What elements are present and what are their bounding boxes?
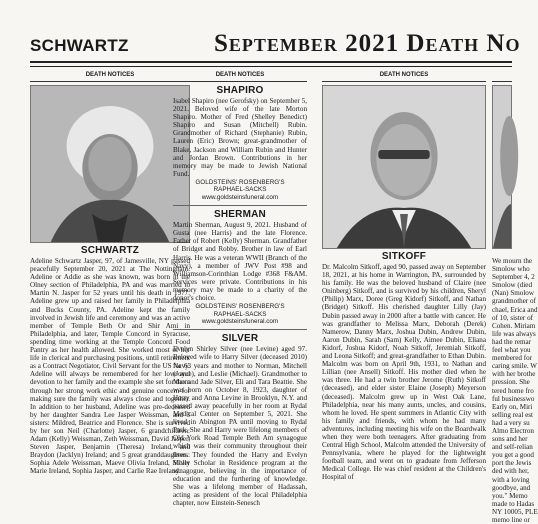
funeral-home-signature: [173, 303, 307, 325]
portrait-image: [31, 86, 189, 242]
text-line: tered home fro: [492, 386, 534, 395]
section-head: DEATH NOTICES: [30, 70, 190, 82]
text-line: you get a good: [492, 451, 534, 460]
funeral-home-name: RAPHAEL-SACKS: [213, 186, 267, 194]
text-line: feel what you: [492, 346, 531, 355]
text-line: made to Hadas: [492, 499, 535, 508]
text-line: with a loving: [492, 475, 530, 484]
text-line: ful businesswo: [492, 394, 535, 403]
text-line: ded with her,: [492, 467, 529, 476]
section-head: DEATH NOTICES: [173, 70, 307, 82]
text-line: and self-relian: [492, 443, 533, 452]
text-line: NY 10005, PLE: [492, 507, 538, 516]
funeral-home-name: RAPHAEL-SACKS: [213, 310, 267, 318]
obituary-body: Isabel Shapiro (nee Gerofsky) on September 5, 2021. Beloved wife of the late Morton Shapiro. Mother of Fred (Shelley Benedict) Shapiro and Susan (Mitchell) Rubin. Grandmother of Richard (Stephanie) Rubin, Lauren (Eric) Brown; great-grandmother of Blake, Jackson and William Rubin and Hunter and Jordan Brown. Contributions in her memory may be made to Jewish National Fund.: [173, 97, 307, 178]
text-line: grandmother of: [492, 297, 536, 306]
text-line: life was always: [492, 329, 536, 338]
header-rule-thick: [30, 61, 512, 63]
funeral-home-signature: [173, 179, 307, 201]
text-line: Smolow (died: [492, 281, 532, 290]
obituary-body: Martin Sherman, August 9, 2021. Husband of Gusta (nee Harris) and the late Florence. Father of Robert (Kelly) Sherman. Grandfather of Bridget and Robby. Brother in law of Earl Harris. He was a veteran WWII (Branch of the Navy), a member of JWV Post #98 and Williamson-Corinthian Lodge #368 F&AM. Services were private. Contributions in his memory may be made to a charity of the donor's choice.: [173, 221, 307, 302]
text-line: Almo Electron: [492, 426, 534, 435]
portrait-image: [323, 86, 485, 248]
text-line: of 10, sister of: [492, 313, 533, 322]
text-line: pression. She: [492, 378, 530, 387]
funeral-home-website: www.goldsteinsfuneral.com: [201, 193, 279, 201]
obituary-body-partial: [492, 257, 538, 524]
obituary-body: Adeline Schwartz Jasper, 97, of Jamesville, NY passed peacefully September 20, 2021 at The Nottingham. Adeline or Addie as she was known, was born in the Olney section of Philadelphia, PA and was married to Martin N. Jasper for 52 years until his death in 1977. Adeline grew up and raised her family in Philadelphia and Bucks County, PA. Adeline kept the family involved in Jewish life and ceremony and was an active member of Temple Beth Or and Shir Ami in Philadelphia, and later, Temple Concord in Syracuse, spending time working at the Temple Concord Food Pantry as her health allowed. She worked most of her life in clerical and purchasing positions, until retirement as a Contract Negotiator, Civil Servant for the US Navy. Adeline will always be remembered for her love and devotion to her family and the example she set for them through her strong work ethic and genuine concern for making sure the family was always close and together. In addition to her husband, Adeline was pre-deceased by her daughter Sandra Lee Jasper Weissman, and 3 sisters: Mildred, Beatrice and Florence. She is survived by her son Neil (Charlotte) Jasper, 6 grandchildren: Adam (Kelly) Weissman, Zeth Weissman, David Jasper, Steven Jasper, Benjamin (Theresa) Ireland, and Braydon (Jacklyn) Ireland; and 5 great granddaughters: Sophia Adele Weissman, Maeve Olivia Ireland, Molly Marie Ireland, Sophia Jasper, and Carlie Rae Ireland.: [30, 257, 190, 476]
section-head: [492, 70, 512, 82]
obituary-body: Evelyn Shirley Silver (nee Levine) aged 97. Beloved wife to Harry Silver (deceased 2010) for 63 years and mother to Norman, Mitchell (Joyce), and Leslie (Michael). Grandmother to Max and Jade Silver, Eli and Tara Beattie. She was born on October 8, 1923, daughter of Harry and Anna Levine in Brooklyn, N.Y. and passed away peacefully in her room at Rydal Medical Center on September 5, 2021. She lived in Abington PA until moving to Rydal Park. She and Harry were lifelong members of Old York Road Temple Beth Am synagogue which was their community throughout their lives. They founded the Harry and Evelyn Silver Scholar in Residence program at the synagogue, believing in the importance of education and the furthering of knowledge. She was a lifelong member of Hadassah, acting as president of the local Philadelphia chapter, now Einstein-Senesch: [173, 345, 307, 508]
text-line: Early on, Miri: [492, 402, 533, 411]
funeral-home-name: GOLDSTEINS' ROSENBERG'S: [195, 303, 285, 311]
text-line: (Nan) Smolow: [492, 289, 534, 298]
text-line: chael, Erica and: [492, 305, 538, 314]
divider: [173, 205, 307, 206]
portrait-photo-sitkoff: [322, 85, 486, 249]
portrait-photo-partial: [492, 85, 512, 249]
obituary-name: SCHWARTZ: [80, 245, 140, 256]
column-sitkoff: [322, 70, 486, 512]
divider: [173, 329, 307, 330]
section-head: DEATH NOTICES: [322, 70, 486, 82]
text-line: port the Jewis: [492, 459, 532, 468]
header-rule-thin: [30, 66, 512, 67]
obituary-body: Dr. Malcolm Sitkoff, aged 90, passed away on September 18, 2021, at his home in Warrington, PA, surrounded by his family. He was the beloved husband of Claire (nee Oninberg) Sitkoff, and is survived by his children, Sheryl (Philip) Marx, Doree (Greg Kidorf) Sitkoff, and Nathan (Bridget) Sitkoff. His cherished daughter Lilly (Jay) Dubin passed away in 2000 after a battle with cancer. He was grandfather to Melissa Marx, Deborah (Derek) Namerow, Danny Marx, Joshua Dubin, Andrew Dubin, Aaron Dubin, Sarah (Sam) Kelly, Aimee Dubin, Eliana Kidorf, Joshua Kidorf, Noah Sitkoff, Jeremiah Sitkoff, and Leona Sitkoff; and great-grandfather to Ethan Dubin. Malcolm was born on April 9th, 1931, to Nathan and Lillian (nee Ansell) Sitkoff. His mother died when he was three. He had a twin brother Jerome (Ruth) Sitkoff (deceased), and elder sister Elaine (Joseph) Meyerson (deceased). Malcolm grew up in West Oak Lane, Philadelphia, near his many aunts, uncles, and cousins, whom he loved. He spent summers in Atlantic City with his family and friends, with whom he had many adventures, including meeting his wife on the Boardwalk when they were both teenagers. After graduating from Central High School, Malcolm attended the University of Pennsylvania, where he played for the lightweight football team, and went on to graduate from Jefferson Medical College. He was chief resident at the Children's Hospital of: [322, 263, 486, 482]
text-line: memo line or: [492, 516, 530, 524]
column-partial: [492, 70, 538, 524]
text-line: had a very su: [492, 418, 530, 427]
text-line: membered for: [492, 354, 532, 363]
funeral-home-website: www.goldsteinsfuneral.com: [201, 317, 279, 325]
obituary-name: SITKOFF: [381, 251, 427, 262]
text-line: sons and her: [492, 435, 528, 444]
obituary-name: SHAPIRO: [216, 85, 264, 96]
text-line: with her brothe: [492, 370, 536, 379]
page-label: SCHWARTZ: [30, 36, 129, 55]
text-line: selling real est: [492, 410, 533, 419]
portrait-image: [493, 86, 511, 248]
portrait-photo-schwartz: [30, 85, 190, 243]
text-line: September 4, 2: [492, 273, 535, 282]
obituary-name: SILVER: [221, 333, 259, 345]
page-banner-title: September 2021 Death No: [214, 30, 521, 57]
text-line: caring smile. W: [492, 362, 537, 371]
obituary-name: SHERMAN: [214, 209, 266, 221]
text-line: goodbye, and: [492, 483, 531, 492]
text-line: Smolow who: [492, 265, 530, 274]
column-middle: [173, 70, 307, 512]
text-line: had the remar: [492, 337, 531, 346]
text-line: you." Memo: [492, 491, 528, 500]
text-line: We mourn the: [492, 257, 533, 265]
column-schwartz: [30, 70, 190, 512]
text-line: Cohen. Miriam: [492, 321, 536, 330]
funeral-home-name: GOLDSTEINS' ROSENBERG'S: [195, 178, 285, 186]
